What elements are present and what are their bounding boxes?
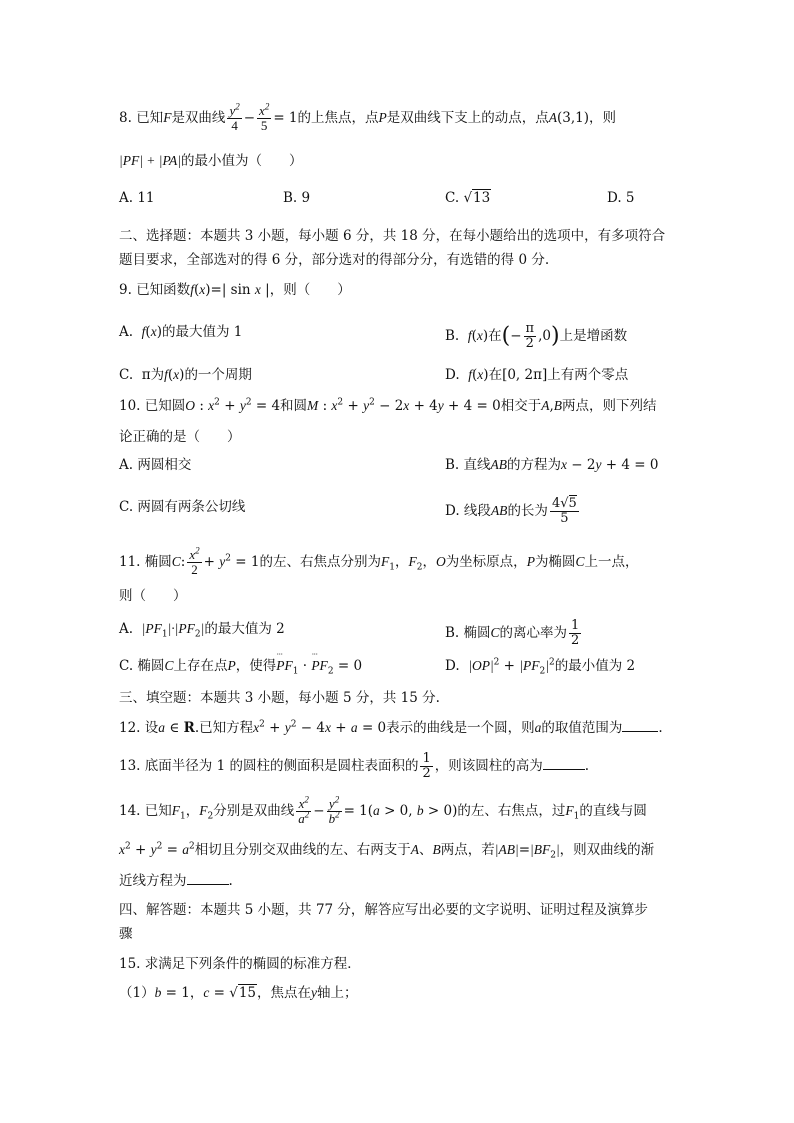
fraction-x2-over-2: $\frac{x^2}{2}$ (189, 545, 200, 577)
q10-option-d[interactable]: D. 线段AB的长为 $\frac{4√5}{5}$ (445, 496, 577, 526)
q9-stem: 9. 已知函数f(x)=| sin x |，则（ ） (119, 282, 351, 298)
math-PF-plus-PA: |PF| + |PA| (119, 153, 181, 168)
q11-line1: 11. 椭圆C: $\frac{x^2}{2}$ + $y^2 = 1$的左、右焦点分别为$F_1$，$F_2$，O为坐标原点，P为椭圆C上一点， (119, 545, 639, 577)
fraction-y2-over-4: $\frac{y^2}{4}$ (229, 101, 240, 133)
fraction-1-over-2-q13: $\frac{1}{2}$ (422, 751, 431, 781)
math-f-abs-sinx: f (190, 282, 194, 297)
q15-stem: 15. 求满足下列条件的椭圆的标准方程． (119, 956, 361, 972)
q11-option-a[interactable]: A. $|PF_1|\cdot|PF_2|$的最大值为 2 (119, 621, 285, 640)
q15-part1: （1）b = 1，c = √15，焦点在y轴上； (119, 985, 358, 1001)
q14-line1: 14. 已知$F_1$，$F_2$分别是双曲线 $\frac{x^2}{a^2}$ − $\frac{y^2}{b^2}$ = 1(a > 0, b > 0)的左、右焦点，过$F_1$的直线与圆 (119, 794, 647, 826)
q10-option-c[interactable]: C. 两圆有两条公切线 (119, 499, 246, 515)
q10-line2: 论正确的是（ ） (119, 429, 241, 445)
q10-option-b[interactable]: B. 直线AB的方程为x − 2y + 4 = 0 (445, 457, 659, 473)
fraction-x2-over-a2: $\frac{x^2}{a^2}$ (298, 794, 310, 826)
q11-option-c[interactable]: C. 椭圆C上存在点P，使得˙˙˙ $PF_1$ · ˙˙˙ $PF_2 = 0$ (119, 656, 362, 676)
math-F: F (163, 110, 172, 125)
q8-option-c[interactable]: C. √13 (445, 190, 491, 206)
q9-option-b[interactable]: B. f(x)在(− $\frac{\pi}{2}$ ,0)上是增函数 (445, 321, 628, 351)
q8-number: 8. (119, 110, 132, 126)
fraction-y2-over-b2: $\frac{y^2}{b^2}$ (328, 794, 340, 826)
fraction-1-over-2: $\frac{1}{2}$ (571, 618, 580, 648)
section2-line1: 二、选择题：本题共 3 小题，每小题 6 分，共 18 分，在每小题给出的选项中，有多项符合 (119, 228, 666, 244)
fraction-pi-over-2: $\frac{\pi}{2}$ (525, 321, 535, 351)
answer-blank-13[interactable] (543, 756, 585, 770)
q8-line2: |PF| + |PA|的最小值为（ ） (119, 153, 303, 169)
q9-option-d[interactable]: D. f(x)在[0, 2π]上有两个零点 (445, 367, 629, 383)
answer-blank-14[interactable] (187, 871, 229, 885)
q14-line3: 近线方程为 . (119, 873, 233, 889)
q14-line2: $x^2 + y^2 = a^2$相切且分别交双曲线的左、右两支于A、B两点，若$|AB|=|BF_2|$，则双曲线的渐 (119, 841, 655, 861)
q8-option-a[interactable]: A. 11 (119, 190, 155, 206)
q11-line2: 则（ ） (119, 588, 187, 604)
fraction-4root5-over-5: $\frac{4√5}{5}$ (551, 496, 577, 526)
section4-line2: 骤 (119, 926, 133, 942)
q13-line: 13. 底面半径为 1 的圆柱的侧面积是圆柱表面积的 $\frac{1}{2}$ ，则该圆柱的高为 . (119, 751, 590, 781)
q10-option-a[interactable]: A. 两圆相交 (119, 457, 192, 473)
section2-line2: 题目要求，全部选对的得 6 分，部分选对的得部分分，有选错的得 0 分. (119, 252, 550, 268)
q11-option-d[interactable]: D. $|OP|^2 + |PF_2|^2$的最小值为 2 (445, 657, 636, 677)
q12-line: 12. 设a ∈ R.已知方程$x^2 + y^2 - 4x + a = 0$表示的曲线是一个圆，则a的取值范围为 . (119, 719, 663, 736)
q11-option-b[interactable]: B. 椭圆C的离心率为 $\frac{1}{2}$ (445, 618, 580, 648)
answer-blank-12[interactable] (622, 718, 658, 732)
fraction-x2-over-5: $\frac{x^2}{5}$ (259, 101, 270, 133)
section4-line1: 四、解答题：本题共 5 小题，共 77 分，解答应写出必要的文字说明、证明过程及演算步 (119, 902, 648, 918)
sqrt-15: √15 (229, 985, 257, 1001)
point-A-coords: (3,1) (557, 110, 590, 126)
q10-line1: 10. 已知圆O : $x^2 + y^2 = 4$和圆M : $x^2 + y^2 - 2x + 4y + 4 = 0$相交于A,B两点，则下列结 (119, 397, 657, 414)
section3-title: 三、填空题：本题共 3 小题，每小题 5 分，共 15 分. (119, 690, 440, 706)
q9-option-c[interactable]: C. π为f(x)的一个周期 (119, 367, 252, 383)
sqrt-13: √13 (463, 190, 491, 206)
q8-option-b[interactable]: B. 9 (283, 190, 311, 206)
q8-line1: 8. 已知F是双曲线 $\frac{y^2}{4}$ − $\frac{x^2}{5}$ = 1的上焦点，点P是双曲线下支上的动点，点A(3,1)，则 (119, 101, 617, 133)
q9-option-a[interactable]: A. f(x)的最大值为 1 (119, 324, 243, 340)
q8-option-d[interactable]: D. 5 (607, 190, 635, 206)
